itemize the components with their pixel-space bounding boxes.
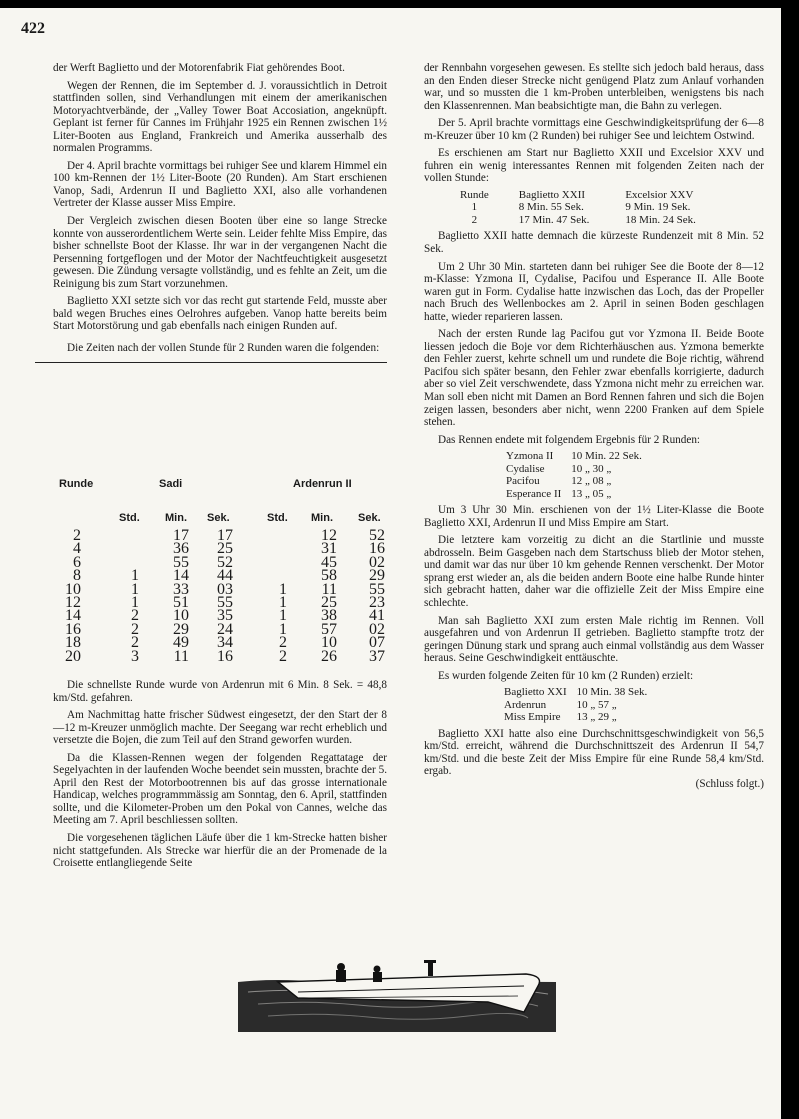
page xyxy=(0,8,781,1119)
table-cell: 25 xyxy=(321,593,337,611)
results-table-3 xyxy=(504,686,657,724)
table-cell: 49 xyxy=(173,634,189,652)
table-cell: 37 xyxy=(369,647,385,665)
paragraph: Das Rennen endete mit folgendem Ergebnis für 2 Runden: xyxy=(438,433,701,446)
paragraph: Der 5. April brachte vormittags eine Geschwindigkeitsprüfung der 6—8 m-Kreuzer über 10 km (2 Runden) bei ruhiger See und leichtem Ostwind. xyxy=(424,117,764,142)
table-cell: 57 xyxy=(321,620,337,638)
paragraph: Die vorgesehenen täglichen Läufe über die 1 km-Strecke hatten bisher nicht stattgefunden. Als Strecke war hierfür die an der Promenade de la Croisette entlangliegende Seite xyxy=(53,832,387,870)
col-header-runde: Runde xyxy=(59,478,94,490)
table-cell: 10 xyxy=(173,607,189,625)
subheader-min: Min. xyxy=(311,512,333,524)
paragraph: Baglietto XXII hatte demnach die kürzeste Rundenzeit mit 8 Min. 52 Sek. xyxy=(424,230,764,255)
paragraph: Die schnellste Runde wurde von Ardenrun mit 6 Min. 8 Sek. = 48,8 km/Std. gefahren. xyxy=(53,679,387,704)
table-cell: Yzmona II xyxy=(506,450,554,463)
table-header: Baglietto XXII xyxy=(518,188,586,201)
table-cell: 55 xyxy=(369,580,385,598)
page-number: 422 xyxy=(21,20,45,37)
table-cell: 9 Min. 19 Sek. xyxy=(625,201,691,214)
paragraph: Um 2 Uhr 30 Min. starteten dann bei ruhiger See die Boote der 8—12 m-Klasse: Yzmona II, Cydalise, Pacifou und Esperance II. Alle Boote waren gut in Form. Cydalise hatte inzwischen das Loch, das der Propeller nach Bruch des Wellenbockes am 2. April in seinen Boden geschlagen hatte, wieder reparieren lassen. xyxy=(424,260,764,323)
table-cell: 1 xyxy=(131,567,139,585)
paragraph: Der 4. April brachte vormittags bei ruhiger See und klarem Himmel ein 100 km-Rennen der 1½ Liter-Boote (20 Runden). Am Start erschienen Vanop, Sadi, Ardenrun II und Baglietto XXI, also alle vorhandenen Vertreter der Klasse ausser Miss Empire. xyxy=(53,159,387,210)
col-header-ardenrun: Ardenrun II xyxy=(293,478,352,490)
table-cell: 12 „ 08 „ xyxy=(571,475,612,488)
table-cell: Cydalise xyxy=(506,462,545,475)
table-cell: 6 xyxy=(73,553,81,571)
table-cell: 25 xyxy=(217,540,233,558)
table-cell: 12 xyxy=(321,527,337,544)
paragraph: Es wurden folgende Zeiten für 10 km (2 Runden) erzielt: xyxy=(438,669,694,682)
table-cell: 1 xyxy=(279,620,287,638)
table-row xyxy=(35,553,385,571)
table-cell: 2 xyxy=(73,527,81,544)
table-cell: 1 xyxy=(471,201,478,214)
table-cell: 14 xyxy=(65,607,81,625)
table-cell: 03 xyxy=(217,580,233,598)
table-cell: 07 xyxy=(369,634,385,652)
table-cell: 4 xyxy=(73,540,81,558)
table-cell: 11 xyxy=(321,580,337,598)
paragraph: Am Nachmittag hatte frischer Südwest eingesetzt, der den Start der 8—12 m-Kreuzer unmöglich machte. Der Seegang war recht erheblich und versetzte die Bojen, die zum Teil auf den Strand geworfen wurden. xyxy=(53,709,387,747)
table-cell: 44 xyxy=(217,567,233,585)
paragraph: Die letztere kam vorzeitig zu dicht an die Startlinie und musste abdrosseln. Beim Gasgeben nach dem Startschuss blieb der Motor stehen, und damit war das nur über 10 km gehende Rennen verschenkt. Der Motor sprang erst wieder an, als die beiden andern Boote eine halbe Runde hinter sich gebracht hatten, daher war die offizielle Zeit der Miss Empire eine schlechte. xyxy=(424,534,764,609)
table-cell: 02 xyxy=(369,553,385,571)
table-cell: 10 „ 57 „ xyxy=(576,698,617,711)
table-cell: 31 xyxy=(321,540,337,558)
table-cell: 8 xyxy=(73,567,81,585)
table-rule xyxy=(35,362,387,363)
table-cell: 17 xyxy=(217,527,233,544)
table-cell: 1 xyxy=(279,607,287,625)
table-cell: 1 xyxy=(131,580,139,598)
table-cell: 55 xyxy=(173,553,189,571)
paragraph: Nach der ersten Runde lag Pacifou gut vor Yzmona II. Beide Boote liessen jedoch die Boje vor dem Richterhäuschen aus. Yzmona bemerkte den Fehler zuerst, kehrte schnell um und rundete die Boje richtig, während Pacifou sich später besann, den Fehler zwar ebenfalls korrigierte, dadurch aber so viel Zeit verschwendete, dass Yzmona nicht mehr zu erreichen war. Man soll eben nicht mit Damen an Bord Rennen fahren und sich die Bojen zeigen lassen, besonders aber nicht, wenn 2200 Franken auf dem Spiele stehen. xyxy=(424,328,764,429)
table-cell: 17 xyxy=(173,527,189,544)
table-cell: 41 xyxy=(369,607,385,625)
table-cell: 16 xyxy=(65,620,81,638)
table-row xyxy=(35,620,385,638)
table-cell: 18 xyxy=(65,634,81,652)
table-cell: 55 xyxy=(217,593,233,611)
table-row xyxy=(35,607,385,625)
table-cell: 58 xyxy=(321,567,337,585)
table-cell: 18 Min. 24 Sek. xyxy=(625,213,696,226)
table-row xyxy=(35,580,385,598)
table-cell: 52 xyxy=(369,527,385,544)
table-cell: 1 xyxy=(279,580,287,598)
table-cell: 2 xyxy=(279,647,287,665)
table-cell: 45 xyxy=(321,553,337,571)
table-cell: 10 Min. 38 Sek. xyxy=(576,686,648,699)
table-row xyxy=(35,540,385,558)
table-cell: Miss Empire xyxy=(504,711,561,724)
paragraph: Es erschienen am Start nur Baglietto XXII und Excelsior XXV und fuhren ein wenig interessantes Rennen mit folgenden Zeiten nach der vollen Stunde: xyxy=(424,147,764,185)
table-row xyxy=(35,593,385,611)
motorboat-illustration xyxy=(238,952,556,1032)
table-cell: 11 xyxy=(173,647,189,665)
continuation-note: (Schluss folgt.) xyxy=(695,777,764,790)
col-header-sadi: Sadi xyxy=(159,478,183,490)
left-column xyxy=(53,62,387,363)
table-cell: 8 Min. 55 Sek. xyxy=(518,201,584,214)
table-cell: 1 xyxy=(131,593,139,611)
results-table-2 xyxy=(506,450,652,500)
table-cell: 14 xyxy=(173,567,189,585)
right-column xyxy=(424,62,764,791)
table-cell: 29 xyxy=(173,620,189,638)
paragraph: Da die Klassen-Rennen wegen der folgenden Regattatage der Segelyachten in der laufenden Woche beendet sein mussten, brachte der 5. April den Rest der Motorbootrennen bis auf das grosse internationale Handicap, welches programmmässig am Sonntag, den 6. April, stattfinden sollte, und die Kilometer-Proben um den Pokal von Cannes, welche das Meeting am 7. April beschliessen sollten. xyxy=(53,751,387,827)
paragraph: Baglietto XXI setzte sich vor das recht gut startende Feld, musste aber bald wegen Bruches eines Oelrohres aufgeben. Vanop hatte bereits beim Start Motorstörung und gab ebenfalls nach einigen Runden auf. xyxy=(53,295,387,333)
table-cell: 24 xyxy=(217,620,233,638)
table-cell: 23 xyxy=(369,593,385,611)
subheader-sek: Sek. xyxy=(207,512,230,524)
table-cell: 17 Min. 47 Sek. xyxy=(518,213,590,226)
subheader-std: Std. xyxy=(119,512,140,524)
table-cell: 16 xyxy=(217,647,233,665)
table-cell: 13 „ 29 „ xyxy=(576,711,617,724)
table-cell: Esperance II xyxy=(506,487,562,500)
paragraph: Die Zeiten nach der vollen Stunde für 2 Runden waren die folgenden: xyxy=(67,341,380,354)
table-cell: 36 xyxy=(173,540,189,558)
paragraph: der Rennbahn vorgesehen gewesen. Es stellte sich jedoch bald heraus, dass an den Enden dieser Strecke nicht genügend Platz zum Anlauf vorhanden war, und so mussten die 1 km-Proben unterbleiben, wenigstens bis nach den Klassenrennen. Man beabsichtigte man, die Bahn zu verlegen. xyxy=(424,62,764,112)
table-cell: 33 xyxy=(173,580,189,598)
table-row xyxy=(35,567,385,585)
table-cell: 2 xyxy=(131,634,139,652)
table-row xyxy=(35,527,385,544)
table-header: Runde xyxy=(460,188,489,201)
table-cell: 2 xyxy=(279,634,287,652)
table-header: Excelsior XXV xyxy=(625,188,694,201)
table-cell: 29 xyxy=(369,567,385,585)
table-cell: 38 xyxy=(321,607,337,625)
paragraph: Baglietto XXI hatte also eine Durchschnittsgeschwindigkeit von 56,5 km/Std. erreicht, während die Durchschnittszeit des Ardenrun II 54,7 km/Std. und die beste Zeit der Miss Empire für eine Runde 58,4 km/Std. ergab. xyxy=(424,727,764,778)
left-column-lower xyxy=(53,679,387,870)
paragraph: Der Vergleich zwischen diesen Booten über eine so lange Strecke konnte von ausserordentlichem Werte sein. Leider fehlte Miss Empire, das bisher schnellste Boot der Klasse. Ihr war in der vergangenen Nacht die Persenning fortgeflogen und der Motor der Nachtfeuchtigkeit ausgesetzt gewesen. Die Zündung versagte vollständig, und es fehlte an Zeit, um die Reinigung bis zum Start vorzunehmen. xyxy=(53,215,387,290)
table-cell: 10 xyxy=(321,634,337,652)
table-cell: 2 xyxy=(131,607,139,625)
table-cell: 3 xyxy=(131,647,139,665)
subheader-sek: Sek. xyxy=(358,512,381,524)
paragraph: Man sah Baglietto XXI zum ersten Male richtig im Rennen. Voll ausgefahren und von Ardenrun II getrieben. Baglietto stampfte trotz der geringen Dünung stark und sprang auch einmal vollständig aus dem Wasser heraus. Seine Geschwindigkeit enttäuschte. xyxy=(424,614,764,665)
subheader-std: Std. xyxy=(267,512,288,524)
table-cell: 2 xyxy=(471,213,478,226)
table-cell: Baglietto XXI xyxy=(504,686,567,699)
paragraph: der Werft Baglietto und der Motorenfabrik Fiat gehörendes Boot. xyxy=(53,62,345,74)
paragraph: Wegen der Rennen, die im September d. J. voraussichtlich in Detroit stattfinden sollen, sind Verhandlungen mit einem der amerikanischen Motoryachtverbände, der „Valley Tower Boat Accosiation, angeknüpft. Geplant ist ferner für Cannes im Frühjahr 1925 ein Rennen zwischen 1½ Liter-Booten aus England, Frankreich und Amerika ausserhalb des normalen Programms. xyxy=(53,79,387,155)
table-cell: 10 „ 30 „ xyxy=(571,462,612,475)
table-row xyxy=(35,634,385,652)
table-cell: 13 „ 05 „ xyxy=(571,487,612,500)
table-cell: 10 xyxy=(65,580,81,598)
subheader-min: Min. xyxy=(165,512,187,524)
table-cell: Ardenrun xyxy=(504,698,547,711)
table-cell: 51 xyxy=(173,593,189,611)
table-cell: 52 xyxy=(217,553,233,571)
table-body xyxy=(35,527,385,665)
table-cell: 12 xyxy=(65,593,81,611)
table-cell: 20 xyxy=(65,647,81,665)
table-cell: 26 xyxy=(321,647,337,665)
table-cell: 10 Min. 22 Sek. xyxy=(571,450,642,463)
table-cell: 02 xyxy=(369,620,385,638)
table-cell: 2 xyxy=(131,620,139,638)
table-row xyxy=(35,647,385,665)
paragraph: Um 3 Uhr 30 Min. erschienen von der 1½ Liter-Klasse die Boote Baglietto XXI, Ardenrun II und Miss Empire am Start. xyxy=(424,504,764,529)
table-cell: Pacifou xyxy=(506,475,540,488)
results-table-1 xyxy=(460,189,706,227)
table-cell: 1 xyxy=(279,593,287,611)
table-cell: 34 xyxy=(217,634,233,652)
table-cell: 16 xyxy=(369,540,385,558)
table-cell: 35 xyxy=(217,607,233,625)
